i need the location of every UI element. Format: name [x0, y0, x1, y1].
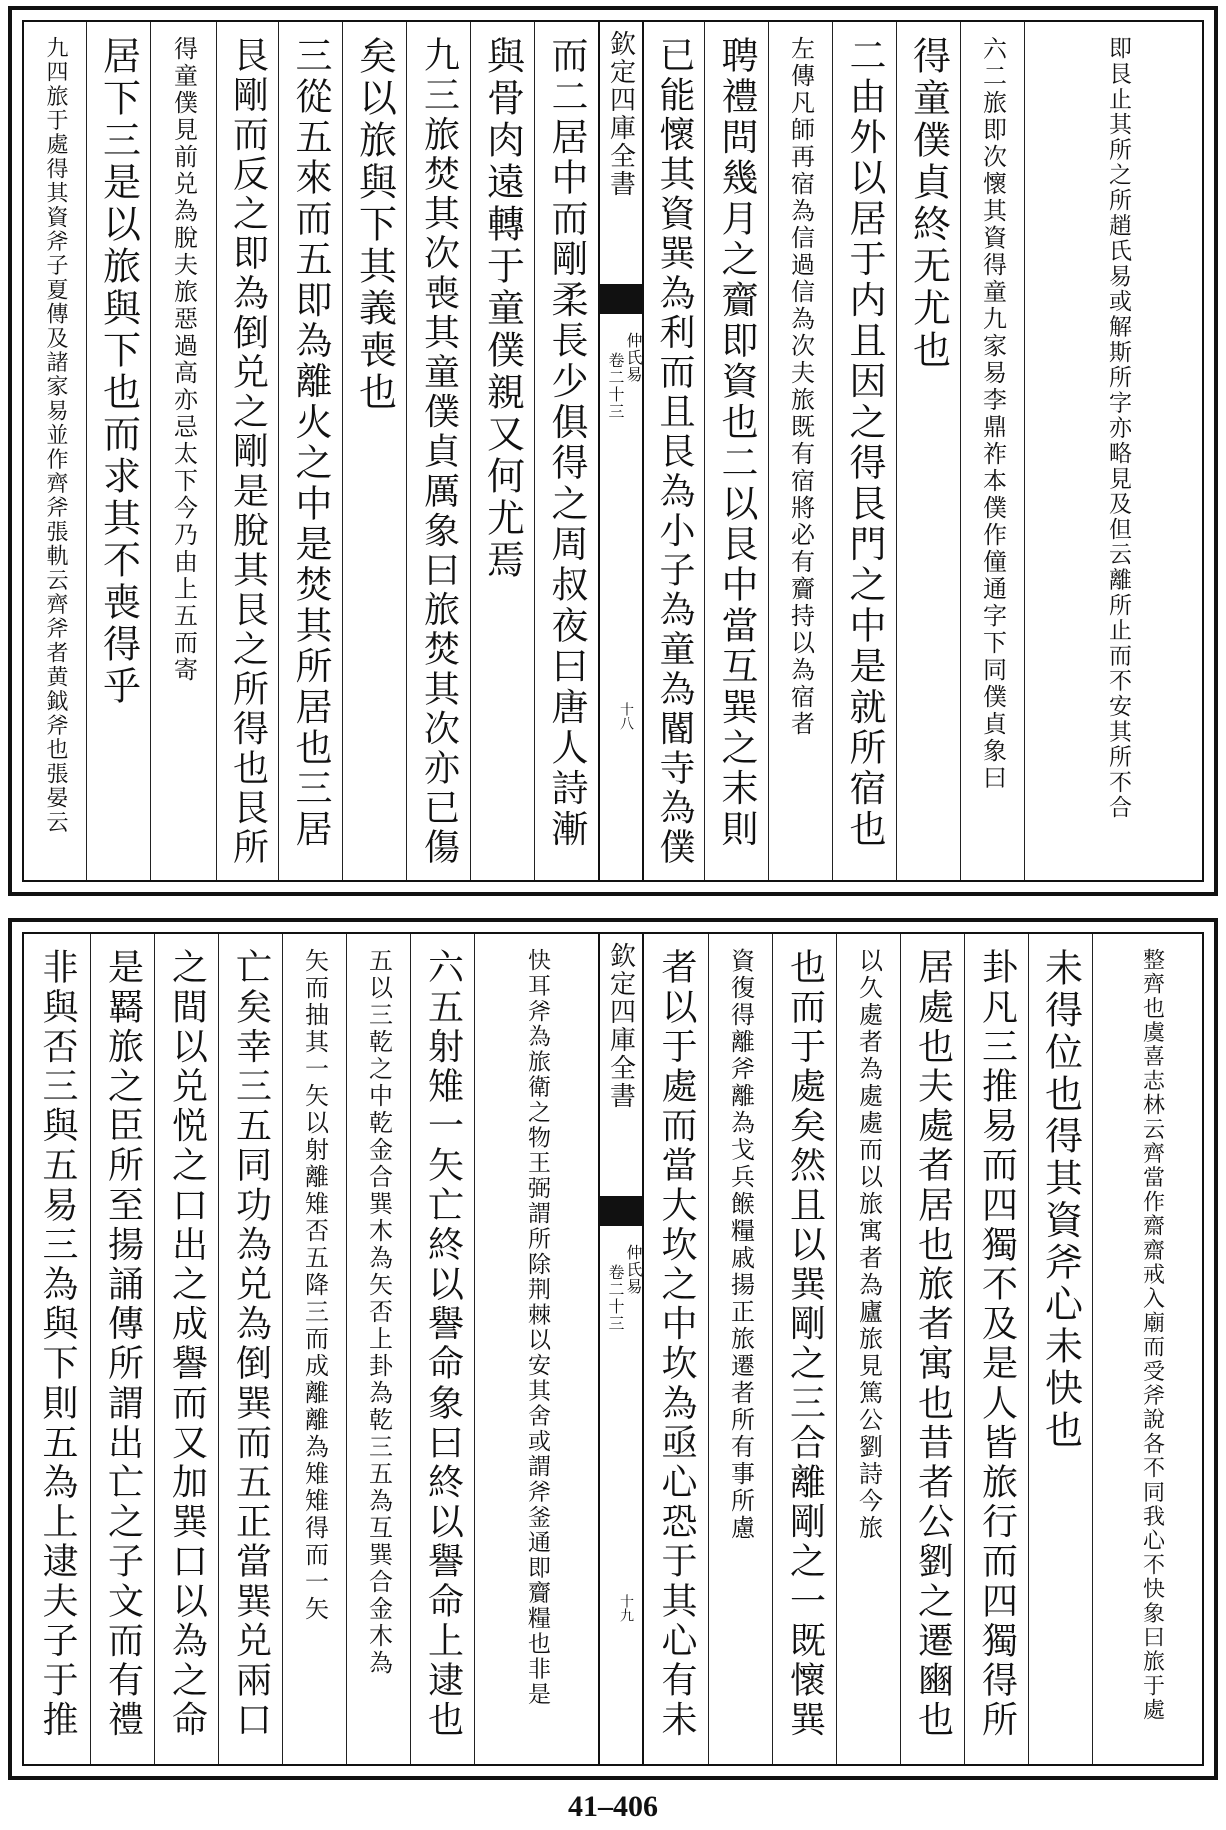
column-text: 聘禮問幾月之齎即資也二以艮中當互巽之末則	[715, 36, 758, 850]
column-text: 未得位也得其資斧心未快也	[1038, 948, 1083, 1452]
column-text: 矣以旅與下其義喪也	[352, 36, 397, 414]
text-column	[896, 22, 960, 880]
column-text: 以久處者為處處而以旅寓者為廬旅見篤公劉詩今旅	[854, 948, 883, 1542]
text-column	[768, 22, 832, 880]
column-text: 而二居中而剛柔長少俱得之周叔夜曰唐人詩漸	[545, 36, 588, 850]
bottom-page	[8, 918, 1218, 1780]
top-page-frame	[22, 20, 1204, 882]
text-column	[964, 934, 1028, 1764]
column-text: 得童僕見前兑為脫夫旅惡過高亦忌太下今乃由上五而寄	[169, 36, 198, 684]
text-column	[346, 934, 410, 1764]
column-text: 之間以兑悦之口出之成譽而又加巽口以為之命	[166, 948, 208, 1740]
text-column	[90, 934, 154, 1764]
volume-title: 仲氏易	[624, 332, 643, 383]
center-fold	[598, 22, 644, 880]
volume-number: 卷二十三	[606, 352, 625, 420]
page-number: 十九	[618, 1594, 634, 1622]
text-column	[24, 22, 86, 880]
column-text: 九三旅焚其次喪其童僕貞厲象曰旅焚其次亦已傷	[418, 36, 460, 868]
text-column	[960, 22, 1024, 880]
column-text: 已能懷其資巽為利而且艮為小子為童為閽寺為僕	[654, 36, 695, 868]
column-text: 居下三是以旅與下也而求其不喪得乎	[96, 36, 141, 708]
column-text: 與骨肉遠轉于童僕親又何尤焉	[480, 36, 525, 582]
text-column	[410, 934, 474, 1764]
text-column	[282, 934, 346, 1764]
column-text: 得童僕貞終无尤也	[906, 36, 951, 372]
center-fold	[598, 934, 644, 1764]
column-text: 亡矣幸三五同功為兑為倒巽而五正當巽兑兩口	[230, 948, 272, 1740]
column-text: 即艮止其所之所趙氏易或解斯所字亦略見及但云離所止而不安其所不合	[1105, 36, 1131, 821]
text-column	[534, 22, 598, 880]
text-column	[644, 934, 708, 1764]
fish-tail-mark	[600, 1196, 642, 1226]
column-text: 也而于處矣然且以巽剛之三合離剛之一既懷巽	[784, 948, 826, 1740]
text-column	[1024, 22, 1210, 880]
text-column	[150, 22, 216, 880]
column-text: 資復得離斧離為戈兵餱糧戚揚正旅遷者所有事所慮	[726, 948, 755, 1542]
text-column	[216, 22, 278, 880]
volume-number: 卷二十三	[606, 1264, 625, 1332]
column-text: 者以于處而當大坎之中坎為亟心恐于其心有未	[656, 948, 697, 1740]
text-column	[1092, 934, 1210, 1764]
top-page	[8, 6, 1218, 896]
footer-page-id: 41–406	[568, 1790, 658, 1823]
column-text: 非與否三與五易三為與下則五為上逮夫子于推	[37, 948, 78, 1740]
column-text: 是羇旅之臣所至揚誦傳所謂出亡之子文而有禮	[102, 948, 144, 1740]
text-column	[644, 22, 704, 880]
column-text: 整齊也虞喜志林云齊當作齋齋戒入廟而受斧說各不同我心不快象曰旅于處	[1139, 948, 1165, 1723]
page-number: 十八	[618, 702, 634, 730]
column-text: 快耳斧為旅衛之物王弼謂所除荆棘以安其舍或謂斧釜通即齎糧也非是	[524, 948, 550, 1707]
column-text: 六二旅即次懷其資得童九家易李鼎祚本僕作僮通字下同僕貞象曰	[978, 36, 1007, 792]
text-column	[342, 22, 406, 880]
text-column	[704, 22, 768, 880]
column-text: 艮剛而反之即為倒兑之剛是脫其艮之所得也艮所	[227, 36, 269, 868]
text-column	[832, 22, 896, 880]
text-column	[1028, 934, 1092, 1764]
text-column	[900, 934, 964, 1764]
column-text: 矢而抽其一矢以射離雉否五降三而成離離為雉雉得而一矢	[300, 948, 329, 1623]
fish-tail-mark	[600, 284, 642, 314]
header-title: 欽定四庫全書	[605, 942, 636, 1110]
text-column	[406, 22, 470, 880]
text-column	[470, 22, 534, 880]
column-text: 卦凡三推易而四獨不及是人皆旅行而四獨得所	[976, 948, 1018, 1740]
column-text: 九四旅于處得其資斧子夏傳及諸家易並作齊斧張軌云齊斧者黄鉞斧也張晏云	[43, 36, 68, 835]
text-column	[474, 934, 598, 1764]
text-column	[708, 934, 772, 1764]
column-text: 三從五來而五即為離火之中是焚其所居也三居	[289, 36, 332, 850]
text-column	[278, 22, 342, 880]
column-text: 五以三乾之中乾金合巽木為矢否上卦為乾三五為互巽合金木為	[364, 948, 393, 1677]
text-column	[772, 934, 836, 1764]
text-column	[24, 934, 90, 1764]
text-column	[836, 934, 900, 1764]
column-text: 二由外以居于内且因之得艮門之中是就所宿也	[843, 36, 886, 850]
volume-title: 仲氏易	[624, 1244, 643, 1295]
text-column	[218, 934, 282, 1764]
column-text: 左傳凡師再宿為信過信為次夫旅既有宿將必有齎持以為宿者	[786, 36, 815, 738]
column-text: 六五射雉一矢亡終以譽命象曰終以譽命上逮也	[422, 948, 464, 1740]
header-title: 欽定四庫全書	[605, 30, 636, 198]
column-text: 居處也夫處者居也旅者寓也昔者公劉之遷豳也	[912, 948, 954, 1740]
text-column	[154, 934, 218, 1764]
bottom-page-frame	[22, 932, 1204, 1766]
text-column	[86, 22, 150, 880]
